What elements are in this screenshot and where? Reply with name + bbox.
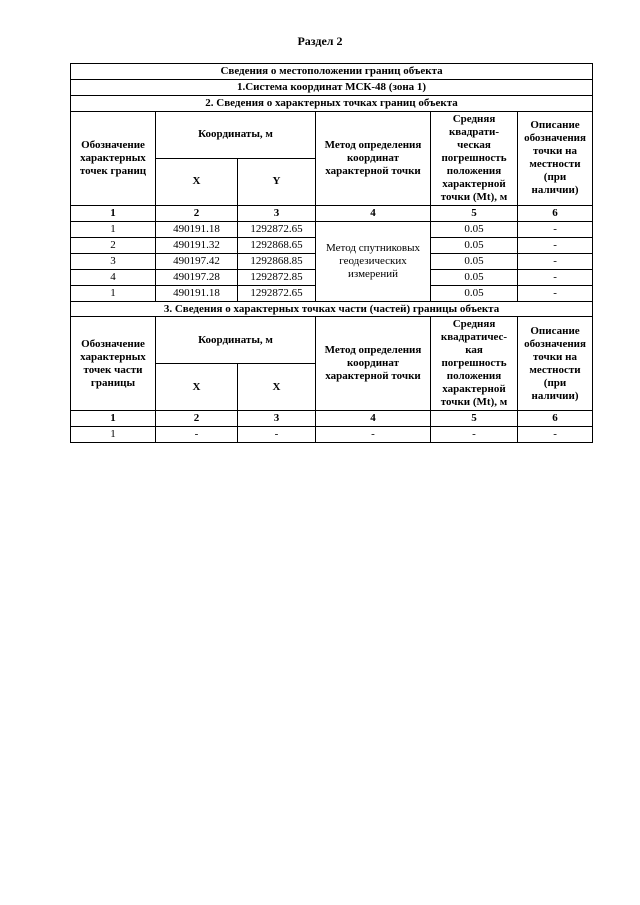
description-cell: -: [518, 269, 593, 285]
description-cell: -: [518, 285, 593, 301]
precision-cell: 0.05: [431, 285, 518, 301]
table1-colnum-6: 6: [518, 205, 593, 221]
section3-title: 3. Сведения о характерных точках части (частей) границы объекта: [71, 301, 593, 317]
table1-header-method: Метод определения координат характерной точки: [316, 111, 431, 205]
coord-y-cell: 1292868.65: [238, 237, 316, 253]
coord-x-cell: -: [156, 427, 238, 443]
coord-system-text: 1.Система координат МСК-48 (зона 1): [71, 79, 593, 95]
table2-colnum-6: 6: [518, 411, 593, 427]
point-number-cell: 3: [71, 253, 156, 269]
point-number-cell: 2: [71, 237, 156, 253]
boundaries-location-table: [70, 63, 593, 443]
table1-header-description: Описание обозначения точки на местности (при наличии): [518, 111, 593, 205]
table1-header-coordinates: Координаты, м: [156, 111, 316, 158]
table2-header-description: Описание обозначения точки на местности (при наличии): [518, 317, 593, 411]
table2-colnum-4: 4: [316, 411, 431, 427]
point-number-cell: 4: [71, 269, 156, 285]
coord-system-row: [71, 79, 593, 95]
table1-numbering-row: [71, 205, 593, 221]
section2-title-row: [71, 95, 593, 111]
method-cell: -: [316, 427, 431, 443]
table1-header-row: [71, 111, 593, 158]
precision-cell: -: [431, 427, 518, 443]
section2-title: 2. Сведения о характерных точках границ объекта: [71, 95, 593, 111]
table1-colnum-1: 1: [71, 205, 156, 221]
precision-cell: 0.05: [431, 221, 518, 237]
table1-header-x: X: [156, 158, 238, 205]
coord-x-cell: 490191.18: [156, 285, 238, 301]
table1-header-precision: Средняя квадрати-ческая погрешность положения характерной точки (Mt), м: [431, 111, 518, 205]
table1-data-row: [71, 221, 593, 237]
precision-cell: 0.05: [431, 269, 518, 285]
point-number-cell: 1: [71, 427, 156, 443]
table1-colnum-2: 2: [156, 205, 238, 221]
coord-x-cell: 490197.28: [156, 269, 238, 285]
coord-y-cell: 1292868.85: [238, 253, 316, 269]
table1-colnum-5: 5: [431, 205, 518, 221]
description-cell: -: [518, 221, 593, 237]
table2-colnum-3: 3: [238, 411, 316, 427]
table1-header-designation: Обозначение характерных точек границ: [71, 111, 156, 205]
coord-y-cell: 1292872.65: [238, 285, 316, 301]
coord-y-cell: 1292872.65: [238, 221, 316, 237]
table1-colnum-4: 4: [316, 205, 431, 221]
table1-header-y: Y: [238, 158, 316, 205]
section-heading: Раздел 2: [297, 34, 343, 48]
table2-header-coordinates: Координаты, м: [156, 317, 316, 364]
method-value-cell: Метод спутниковых геодезических измерений: [316, 221, 431, 301]
description-cell: -: [518, 427, 593, 443]
coord-x-cell: 490191.32: [156, 237, 238, 253]
coord-x-cell: 490197.42: [156, 253, 238, 269]
table2-colnum-1: 1: [71, 411, 156, 427]
section3-title-row: [71, 301, 593, 317]
precision-cell: 0.05: [431, 253, 518, 269]
coord-x-cell: 490191.18: [156, 221, 238, 237]
table-caption-row: [71, 64, 593, 80]
table-caption: Сведения о местоположении границ объекта: [71, 64, 593, 80]
coord-y-cell: 1292872.85: [238, 269, 316, 285]
table2-header-designation: Обозначение характерных точек части границы: [71, 317, 156, 411]
coord-y-cell: -: [238, 427, 316, 443]
description-cell: -: [518, 237, 593, 253]
table2-header-row: [71, 317, 593, 364]
point-number-cell: 1: [71, 221, 156, 237]
table2-header-x: X: [156, 364, 238, 411]
table2-colnum-5: 5: [431, 411, 518, 427]
table2-colnum-2: 2: [156, 411, 238, 427]
table2-header-y: X: [238, 364, 316, 411]
table1-colnum-3: 3: [238, 205, 316, 221]
precision-cell: 0.05: [431, 237, 518, 253]
description-cell: -: [518, 253, 593, 269]
table2-header-precision: Средняя квадратичес-кая погрешность положения характерной точки (Mt), м: [431, 317, 518, 411]
table2-data-row: [71, 427, 593, 443]
point-number-cell: 1: [71, 285, 156, 301]
table2-header-method: Метод определения координат характерной точки: [316, 317, 431, 411]
table2-numbering-row: [71, 411, 593, 427]
